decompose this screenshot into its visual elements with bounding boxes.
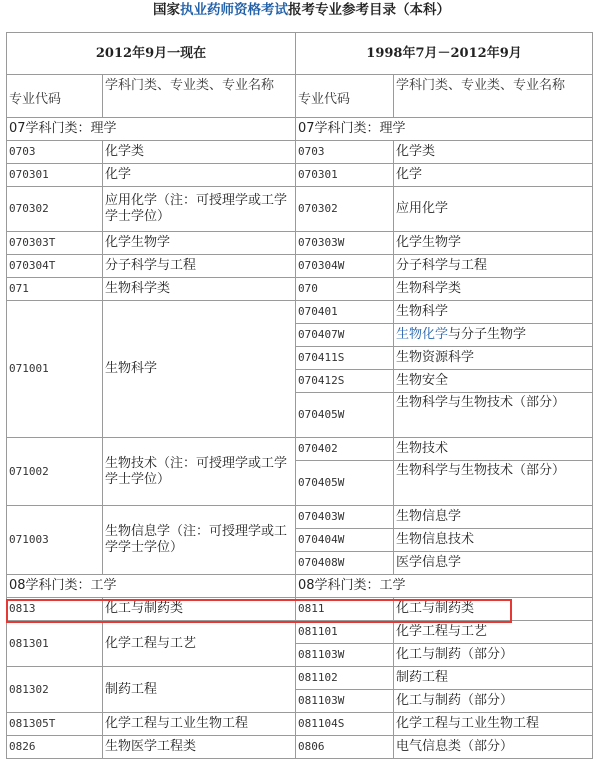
code-cell: 070408W bbox=[296, 552, 394, 575]
name-cell: 生物科学类 bbox=[103, 278, 296, 301]
name-cell: 化工与制药类 bbox=[103, 598, 296, 621]
code-cell: 070303W bbox=[296, 232, 394, 255]
table-row bbox=[7, 187, 593, 232]
name-cell: 生物科学类 bbox=[394, 278, 593, 301]
left-period-header: 2012年9月一现在 bbox=[7, 33, 296, 75]
code-cell: 0826 bbox=[7, 736, 103, 759]
code-cell: 071001 bbox=[7, 301, 103, 438]
name-cell: 化学工程与工业生物工程 bbox=[394, 713, 593, 736]
name-cell bbox=[394, 324, 593, 347]
title-link[interactable]: 执业药师资格考试 bbox=[180, 2, 288, 18]
table-row bbox=[7, 438, 593, 461]
table-row bbox=[7, 713, 593, 736]
code-cell: 081103W bbox=[296, 690, 394, 713]
code-cell: 081101 bbox=[296, 621, 394, 644]
name-cell: 化学工程与工艺 bbox=[394, 621, 593, 644]
name-cell: 化学生物学 bbox=[103, 232, 296, 255]
code-cell: 070407W bbox=[296, 324, 394, 347]
name-cell: 生物技术 bbox=[394, 438, 593, 461]
name-cell: 生物安全 bbox=[394, 370, 593, 393]
name-cell: 电气信息类（部分） bbox=[394, 736, 593, 759]
name-cell: 生物技术（注：可授理学或工学学士学位） bbox=[103, 438, 296, 506]
name-cell: 生物医学工程类 bbox=[103, 736, 296, 759]
name-cell: 应用化学 bbox=[394, 187, 593, 232]
name-cell: 生物资源科学 bbox=[394, 347, 593, 370]
right-period-header: 1998年7月－2012年9月 bbox=[296, 33, 593, 75]
code-label: 专业代码 bbox=[9, 92, 62, 107]
table-row bbox=[7, 575, 593, 598]
code-cell: 0703 bbox=[296, 141, 394, 164]
name-cell: 制药工程 bbox=[394, 667, 593, 690]
name-cell: 制药工程 bbox=[103, 667, 296, 713]
code-cell: 081302 bbox=[7, 667, 103, 713]
page-title bbox=[0, 0, 603, 22]
table-row bbox=[7, 667, 593, 690]
code-cell: 081102 bbox=[296, 667, 394, 690]
code-cell: 070304T bbox=[7, 255, 103, 278]
name-cell: 化学工程与工业生物工程 bbox=[103, 713, 296, 736]
catalog-table bbox=[6, 32, 593, 759]
code-cell: 070404W bbox=[296, 529, 394, 552]
code-cell: 070302 bbox=[296, 187, 394, 232]
category-cell: 08学科门类：工学 bbox=[7, 575, 296, 598]
name-cell: 化学 bbox=[103, 164, 296, 187]
name-column-header: 学科门类、专业类、专业名称 bbox=[103, 75, 296, 118]
code-cell: 071002 bbox=[7, 438, 103, 506]
code-cell: 070 bbox=[296, 278, 394, 301]
code-column-header bbox=[296, 75, 394, 118]
code-cell: 070405W bbox=[296, 393, 394, 438]
code-cell: 070304W bbox=[296, 255, 394, 278]
code-cell: 070405W bbox=[296, 461, 394, 506]
category-cell: 07学科门类：理学 bbox=[7, 118, 296, 141]
code-cell: 070412S bbox=[296, 370, 394, 393]
name-cell: 化学生物学 bbox=[394, 232, 593, 255]
code-cell: 081104S bbox=[296, 713, 394, 736]
code-cell: 081103W bbox=[296, 644, 394, 667]
code-cell: 071003 bbox=[7, 506, 103, 575]
title-prefix: 国家 bbox=[153, 2, 180, 18]
name-cell: 生物信息技术 bbox=[394, 529, 593, 552]
table-row bbox=[7, 118, 593, 141]
name-cell: 化学 bbox=[394, 164, 593, 187]
table-row bbox=[7, 736, 593, 759]
code-cell: 0813 bbox=[7, 598, 103, 621]
code-cell: 0806 bbox=[296, 736, 394, 759]
highlighted-row bbox=[7, 598, 593, 621]
name-cell: 化学类 bbox=[103, 141, 296, 164]
code-cell: 070411S bbox=[296, 347, 394, 370]
name-cell: 化工与制药（部分） bbox=[394, 690, 593, 713]
name-cell: 生物信息学 bbox=[394, 506, 593, 529]
code-cell: 070301 bbox=[7, 164, 103, 187]
table-row bbox=[7, 278, 593, 301]
name-cell: 生物科学 bbox=[103, 301, 296, 438]
code-cell: 070401 bbox=[296, 301, 394, 324]
category-cell: 08学科门类：工学 bbox=[296, 575, 593, 598]
table-row bbox=[7, 255, 593, 278]
name-column-header: 学科门类、专业类、专业名称 bbox=[394, 75, 593, 118]
code-cell: 070301 bbox=[296, 164, 394, 187]
column-header-row bbox=[7, 75, 593, 118]
code-cell: 071 bbox=[7, 278, 103, 301]
code-cell: 070403W bbox=[296, 506, 394, 529]
period-header-row bbox=[7, 33, 593, 75]
category-cell: 07学科门类：理学 bbox=[296, 118, 593, 141]
table-row bbox=[7, 141, 593, 164]
code-cell: 081301 bbox=[7, 621, 103, 667]
name-text: 与分子生物学 bbox=[448, 327, 527, 342]
table-row bbox=[7, 232, 593, 255]
name-cell: 分子科学与工程 bbox=[103, 255, 296, 278]
biochemistry-link[interactable]: 生物化学 bbox=[396, 327, 449, 342]
name-cell: 化学工程与工艺 bbox=[103, 621, 296, 667]
table-row bbox=[7, 621, 593, 644]
code-cell: 070302 bbox=[7, 187, 103, 232]
name-cell: 生物科学与生物技术（部分） bbox=[394, 461, 593, 506]
name-cell: 化学类 bbox=[394, 141, 593, 164]
code-cell: 0703 bbox=[7, 141, 103, 164]
name-cell: 生物信息学（注：可授理学或工学学士学位） bbox=[103, 506, 296, 575]
code-cell: 0811 bbox=[296, 598, 394, 621]
table-row bbox=[7, 164, 593, 187]
code-cell: 081305T bbox=[7, 713, 103, 736]
name-cell: 化工与制药类 bbox=[394, 598, 593, 621]
name-cell: 生物科学与生物技术（部分） bbox=[394, 393, 593, 438]
name-cell: 医学信息学 bbox=[394, 552, 593, 575]
code-cell: 070303T bbox=[7, 232, 103, 255]
name-cell: 化工与制药（部分） bbox=[394, 644, 593, 667]
code-label: 专业代码 bbox=[298, 92, 351, 107]
title-suffix: 报考专业参考目录（本科） bbox=[288, 2, 450, 18]
code-cell: 070402 bbox=[296, 438, 394, 461]
name-cell: 应用化学（注：可授理学或工学学士学位） bbox=[103, 187, 296, 232]
table-row bbox=[7, 506, 593, 529]
code-column-header bbox=[7, 75, 103, 118]
name-cell: 分子科学与工程 bbox=[394, 255, 593, 278]
name-cell: 生物科学 bbox=[394, 301, 593, 324]
table-row bbox=[7, 301, 593, 324]
